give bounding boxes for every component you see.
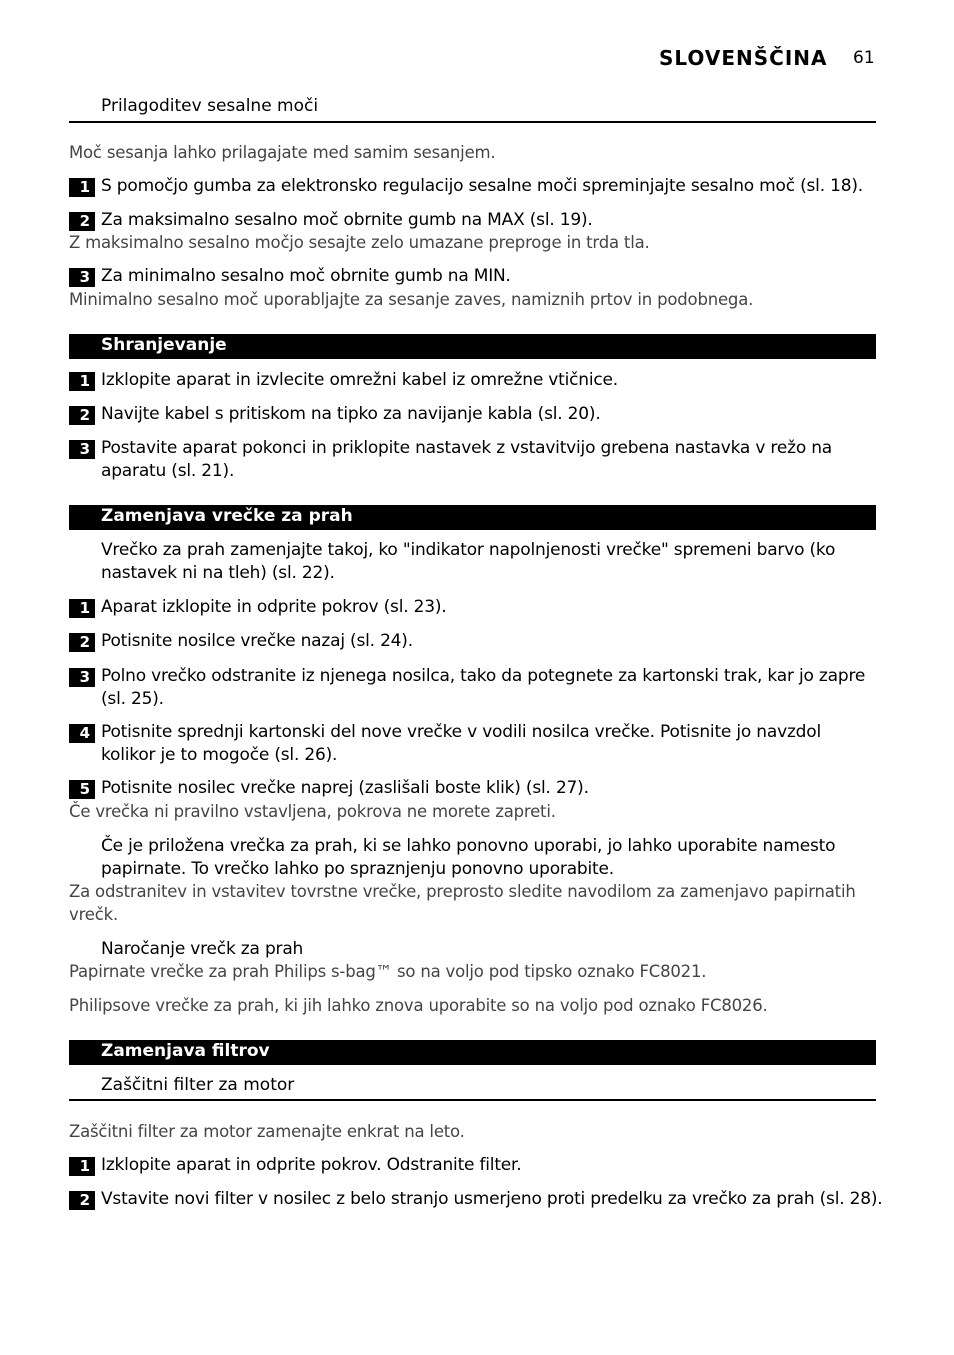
adjust-step-1: S pomočjo gumba za elektronsko regulacijo sesalne moči spreminjajte sesalno moč (sl. 18). <box>101 176 863 196</box>
storage-step-1: Izklopite aparat in izvlecite omrežni kabel iz omrežne vtičnice. <box>101 370 618 390</box>
bag-step-1: Aparat izklopite in odprite pokrov (sl. 23). <box>101 597 447 617</box>
filters-sub-heading: Zaščitni filter za motor <box>101 1075 295 1095</box>
step-number: 3 <box>69 668 95 687</box>
step-number: 2 <box>69 1191 95 1210</box>
section-bar-storage <box>69 334 876 359</box>
bag-order-reusable: Philipsove vrečke za prah, ki jih lahko znova uporabite so na voljo pod oznako FC8026. <box>69 996 768 1015</box>
heading-rule <box>69 121 876 123</box>
bag-replace-line-2: vrečk. <box>69 905 119 924</box>
bag-order-heading: Naročanje vrečk za prah <box>101 939 304 959</box>
adjust-step-3: Za minimalno sesalno moč obrnite gumb na MIN. <box>101 266 511 286</box>
bag-step-3-line-2: (sl. 25). <box>101 689 164 709</box>
bag-intro-line-1: Vrečko za prah zamenjajte takoj, ko "indikator napolnjenosti vrečke" spremeni barvo (ko <box>101 540 836 560</box>
step-number: 1 <box>69 372 95 391</box>
bag-step-2: Potisnite nosilce vrečke nazaj (sl. 24). <box>101 631 413 651</box>
filters-step-1: Izklopite aparat in odprite pokrov. Odstranite filter. <box>101 1155 522 1175</box>
step-number: 1 <box>69 178 95 197</box>
section-bar-bag <box>69 505 876 530</box>
storage-step-2: Navijte kabel s pritiskom na tipko za navijanje kabla (sl. 20). <box>101 404 601 424</box>
storage-step-3-line-1: Postavite aparat pokonci in priklopite nastavek z vstavitvijo grebena nastavka v režo na <box>101 438 833 458</box>
step-number: 2 <box>69 633 95 652</box>
heading-rule <box>69 1099 876 1101</box>
adjust-step-2: Za maksimalno sesalno moč obrnite gumb na MAX (sl. 19). <box>101 210 593 230</box>
step-number: 5 <box>69 780 95 799</box>
adjust-note-2: Z maksimalno sesalno močjo sesajte zelo umazane preproge in trda tla. <box>69 233 650 252</box>
bag-step-5: Potisnite nosilec vrečke naprej (zaslišali boste klik) (sl. 27). <box>101 778 589 798</box>
step-number: 3 <box>69 268 95 287</box>
step-number: 4 <box>69 724 95 743</box>
section-heading-adjust: Prilagoditev sesalne moči <box>101 96 319 116</box>
section-heading-filters: Zamenjava filtrov <box>101 1041 270 1061</box>
step-number: 1 <box>69 1157 95 1176</box>
page-number: 61 <box>853 48 875 68</box>
section-heading-storage: Shranjevanje <box>101 335 227 355</box>
bag-step-4-line-2: kolikor je to mogoče (sl. 26). <box>101 745 338 765</box>
bag-reusable-line-1: Če je priložena vrečka za prah, ki se lahko ponovno uporabi, jo lahko uporabite namesto <box>101 836 836 856</box>
step-number: 3 <box>69 440 95 459</box>
filters-intro: Zaščitni filter za motor zamenajte enkrat na leto. <box>69 1122 465 1141</box>
bag-step-4-line-1: Potisnite sprednji kartonski del nove vrečke v vodili nosilca vrečke. Potisnite jo navzdol <box>101 722 821 742</box>
adjust-intro: Moč sesanja lahko prilagajate med samim sesanjem. <box>69 143 496 162</box>
language-label: SLOVENŠČINA <box>659 46 828 70</box>
filters-step-2: Vstavite novi filter v nosilec z belo stranjo usmerjeno proti predelku za vrečko za prah (sl. 28). <box>101 1189 883 1209</box>
bag-replace-line-1: Za odstranitev in vstavitev tovrstne vrečke, preprosto sledite navodilom za zamenjavo papirnatih <box>69 882 856 901</box>
step-number: 2 <box>69 406 95 425</box>
storage-step-3-line-2: aparatu (sl. 21). <box>101 461 235 481</box>
bag-step-3-line-1: Polno vrečko odstranite iz njenega nosilca, tako da potegnete za kartonski trak, kar jo zapre <box>101 666 866 686</box>
bag-reusable-line-2: papirnate. To vrečko lahko po spraznjenju ponovno uporabite. <box>101 859 614 879</box>
bag-order-paper: Papirnate vrečke za prah Philips s-bag™ so na voljo pod tipsko oznako FC8021. <box>69 962 707 981</box>
adjust-note-3: Minimalno sesalno moč uporabljajte za sesanje zaves, namiznih prtov in podobnega. <box>69 290 754 309</box>
section-heading-bag: Zamenjava vrečke za prah <box>101 506 353 526</box>
bag-intro-line-2: nastavek ni na tleh) (sl. 22). <box>101 563 335 583</box>
step-number: 1 <box>69 599 95 618</box>
step-number: 2 <box>69 212 95 231</box>
section-bar-filters <box>69 1040 876 1065</box>
bag-note-5: Če vrečka ni pravilno vstavljena, pokrova ne morete zapreti. <box>69 802 556 821</box>
